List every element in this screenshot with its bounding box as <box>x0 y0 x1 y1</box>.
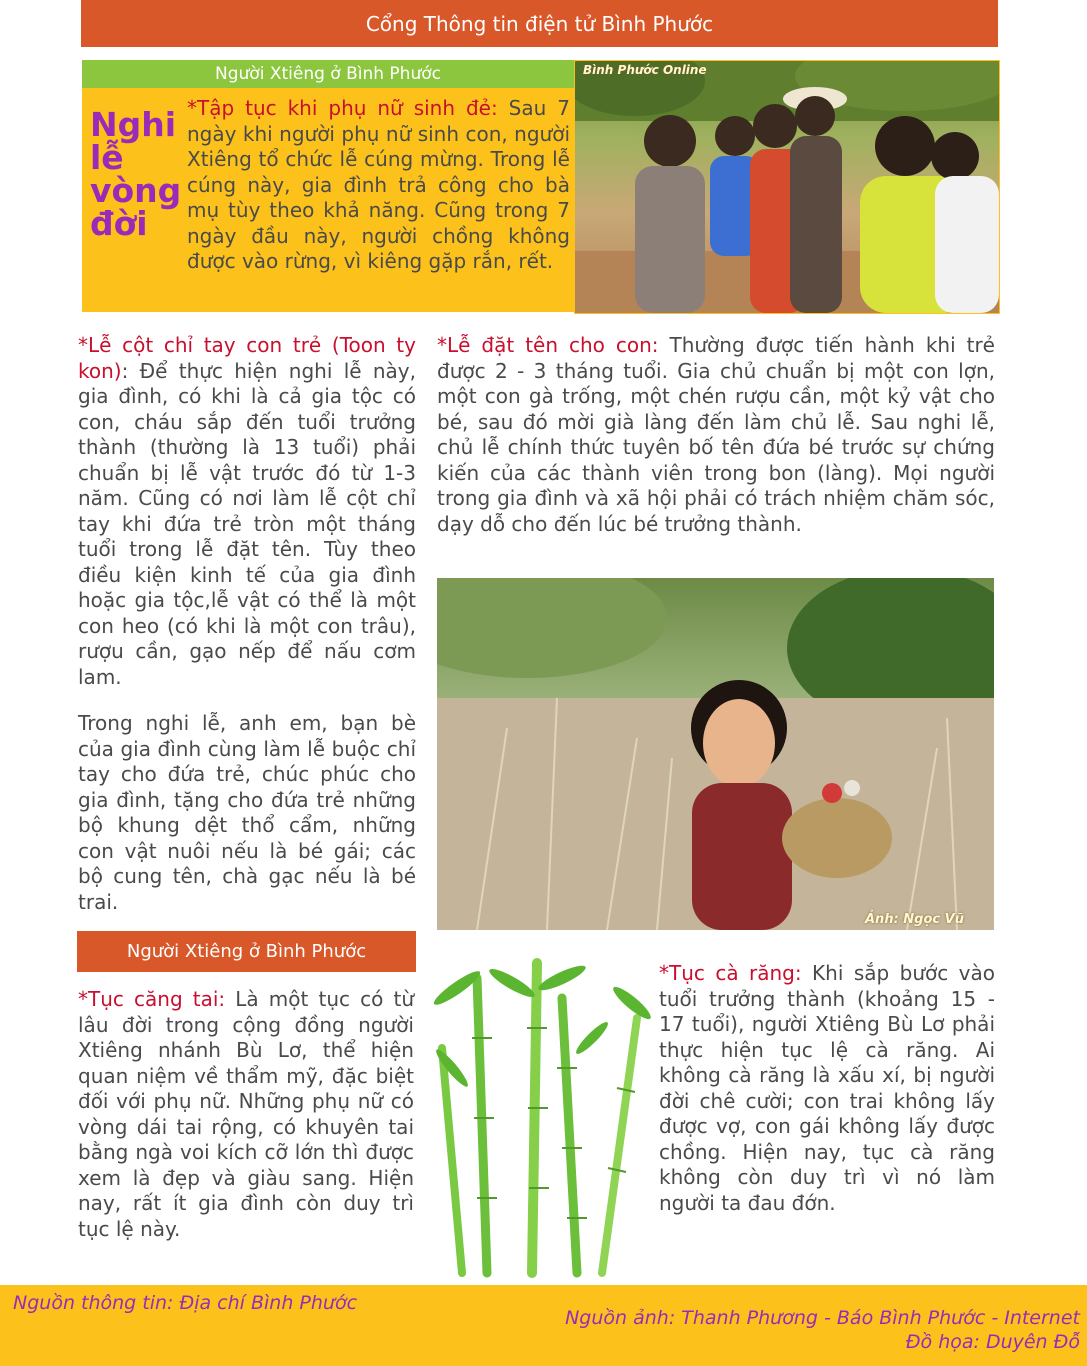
big-label-line: vòng <box>90 171 182 210</box>
teeth-filing-paragraph <box>659 961 995 1216</box>
left-body-2: Trong nghi lễ, anh em, bạn bè của gia đình cùng làm lễ buộc chỉ tay cho đứa trẻ, chúc phúc cho gia đình, tặng cho đứa trẻ những bộ khung dệt thổ cẩm, những con vật nuôi nếu là bé gái; các bộ cung tên, chà gạc nếu là bé trai. <box>78 711 416 914</box>
left-heading: *Lễ cột chỉ tay con trẻ (Toon ty kon) <box>78 333 416 383</box>
photo2-caption: Ảnh: Ngọc Vũ <box>865 912 964 927</box>
teeth-filing-body: Khi sắp bước vào tuổi trưởng thành (khoảng 15 - 17 tuổi), người Xtiêng Bù Lơ phải thực hiện tục lệ cà răng. Ai không cà răng là xấu xí, bị người đời chê cười; con trai không lấy được vợ, con gái không lấy được chồng. Hiện nay, tục cà răng không còn duy trì vì nó làm người ta đau đớn. <box>659 961 995 1215</box>
ear-stretching-body: Là một tục có từ lâu đời trong cộng đồng người Xtiêng nhánh Bù Lơ, thể hiện quan niệm về thẩm mỹ, đặc biệt đối với phụ nữ. Những phụ nữ có vòng dái tai rộng, có khuyên tai bằng ngà voi kích cỡ lớn thì được xem là đẹp và giàu sang. Hiện nay, rất ít gia đình còn duy trì tục lệ này. <box>78 987 414 1241</box>
children-group-photo <box>574 60 1000 314</box>
big-label <box>90 105 185 243</box>
section2-banner <box>77 931 416 972</box>
children-photo-illustration <box>575 61 999 313</box>
big-label-line: lễ <box>90 138 124 177</box>
photo1-watermark <box>583 63 707 77</box>
footer-source-photo: Nguồn ảnh: Thanh Phương - Báo Bình Phước - Internet <box>565 1307 1080 1329</box>
right-heading: *Lễ đặt tên cho con: <box>437 333 659 357</box>
woman-photo-illustration <box>437 578 994 930</box>
footer-graphics: Đồ họa: Duyên Đỗ <box>905 1331 1080 1353</box>
woman-in-grass-photo <box>437 578 994 930</box>
watermark-text: Bình Phước <box>583 63 659 77</box>
left-body-1: : Để thực hiện nghi lễ này, gia đình, có khi là cả gia tộc có con, cháu sắp đến tuổi trưởng thành (thường là 13 tuổi) phải chuẩn bị lễ vật trước đó từ 1-3 năm. Cũng có nơi làm lễ cột chỉ tay khi đứa trẻ tròn một tháng tuổi trong lễ đặt tên. Tùy theo điều kiện kinh tế của gia đình hoặc gia tộc,lễ vật có thể là một con heo (có khi là một con trâu), rượu cần, gạo nếp để nấu cơm lam. <box>78 358 416 689</box>
bamboo-icon <box>432 958 657 1278</box>
section1-banner <box>82 60 574 88</box>
header-banner <box>81 0 998 47</box>
section2-banner-label: Người Xtiêng ở Bình Phước <box>126 941 367 962</box>
teeth-filing-heading: *Tục cà răng: <box>659 961 802 985</box>
footer-source-info: Nguồn thông tin: Địa chí Bình Phước <box>13 1292 358 1314</box>
big-label-line: Nghi <box>90 105 177 144</box>
header-title: Cổng Thông tin điện tử Bình Phước <box>365 11 714 36</box>
ear-stretching-paragraph <box>78 987 414 1242</box>
section1-banner-label: Người Xtiêng ở Bình Phước <box>215 64 441 84</box>
right-paragraph <box>437 333 995 537</box>
intro-heading: *Tập tục khi phụ nữ sinh đẻ: <box>187 96 498 120</box>
watermark-text: Online <box>662 63 707 77</box>
right-body: Thường được tiến hành khi trẻ được 2 - 3 tháng tuổi. Gia chủ chuẩn bị một con lợn, một con gà trống, một chén rượu cần, một kỷ vật cho bé, sau đó mời già làng đến làm chủ lễ. Sau nghi lễ, chủ lễ chính thức tuyên bố tên đứa bé trước sự chứng kiến của các thành viên trong bon (làng). Mọi người trong gia đình và xã hội phải có trách nhiệm chăm sóc, dạy dỗ cho đến lúc bé trưởng thành. <box>437 333 995 536</box>
footer <box>0 1285 1087 1366</box>
big-label-line: đời <box>90 204 148 243</box>
left-paragraph-2 <box>78 711 416 915</box>
left-paragraph-1 <box>78 333 416 690</box>
intro-body: Sau 7 ngày khi người phụ nữ sinh con, người Xtiêng tổ chức lễ cúng mừng. Trong lễ cúng này, gia đình trả công cho bà mụ tùy theo khả năng. Cũng trong 7 ngày đầu này, người chồng không được vào rừng, vì kiêng gặp rắn, rết. <box>187 96 570 273</box>
ear-stretching-heading: *Tục căng tai: <box>78 987 226 1011</box>
intro-paragraph <box>187 96 570 275</box>
